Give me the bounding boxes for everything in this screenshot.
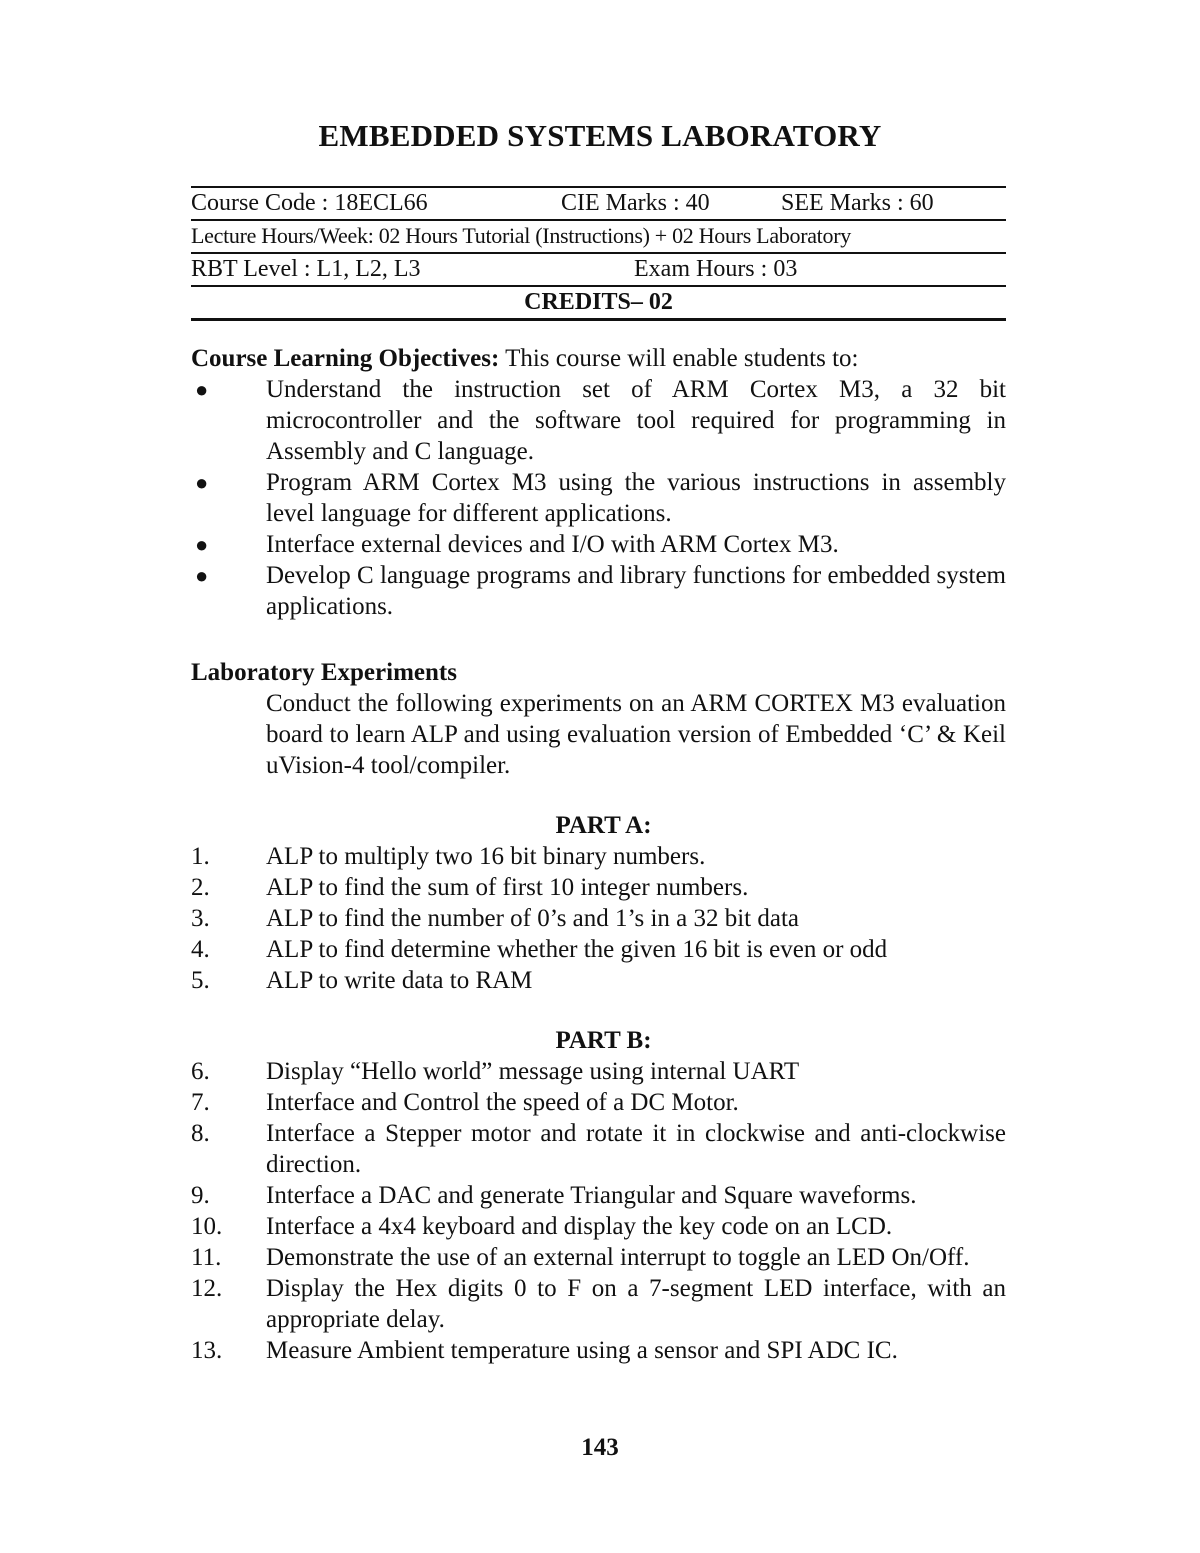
lab-heading: Laboratory Experiments bbox=[191, 659, 457, 686]
list-item: ● Understand the instruction set of ARM Cortex M3, a 32 bit microcontroller and the software tool required for programming in Assembly and C language. bbox=[195, 376, 1006, 465]
bullet-icon: ● bbox=[195, 532, 209, 557]
item-number: 9. bbox=[191, 1182, 210, 1209]
item-number: 11. bbox=[191, 1244, 222, 1271]
objectives-heading-line bbox=[191, 343, 1006, 374]
part-b-list bbox=[191, 1056, 1006, 1366]
item-number: 6. bbox=[191, 1058, 210, 1085]
item-number: 12. bbox=[191, 1275, 223, 1302]
list-item bbox=[191, 1335, 1006, 1366]
list-item bbox=[191, 1180, 1006, 1211]
list-item bbox=[191, 1056, 1006, 1087]
exam-hours: Exam Hours : 03 bbox=[634, 256, 798, 282]
list-item bbox=[191, 965, 1006, 996]
list-item bbox=[191, 841, 1006, 872]
bullet-icon: ● bbox=[195, 377, 209, 402]
part-a-list bbox=[191, 841, 1006, 996]
info-row-credits bbox=[191, 285, 1006, 321]
course-objectives bbox=[191, 343, 1006, 622]
list-item: ● Program ARM Cortex M3 using the various instructions in assembly level language for different applications. bbox=[195, 469, 1006, 527]
info-row-hours bbox=[191, 219, 1006, 252]
lab-intro: Conduct the following experiments on an ARM CORTEX M3 evaluation board to learn ALP and using evaluation version of Embedded ‘C’ & Keil uVision-4 tool/compiler. bbox=[266, 690, 1006, 779]
part-a-heading: PART A: bbox=[555, 812, 652, 839]
objectives-list bbox=[191, 374, 1006, 622]
bullet-icon: ● bbox=[195, 563, 209, 588]
item-text: ALP to find the sum of first 10 integer numbers. bbox=[266, 874, 749, 901]
lecture-hours: Lecture Hours/Week: 02 Hours Tutorial (Instructions) + 02 Hours Laboratory bbox=[191, 223, 851, 248]
item-number: 13. bbox=[191, 1337, 223, 1364]
list-item bbox=[191, 1087, 1006, 1118]
list-item bbox=[191, 903, 1006, 934]
item-number: 1. bbox=[191, 843, 210, 870]
page-number: 143 bbox=[581, 1434, 619, 1461]
item-text: Interface a Stepper motor and rotate it in clockwise and anti-clockwise direction. bbox=[266, 1120, 1006, 1178]
item-text: Display “Hello world” message using internal UART bbox=[266, 1058, 800, 1085]
item-text: Display the Hex digits 0 to F on a 7-segment LED interface, with an appropriate delay. bbox=[266, 1275, 1006, 1333]
item-text: Interface a 4x4 keyboard and display the key code on an LCD. bbox=[266, 1213, 893, 1240]
item-text: ALP to find determine whether the given 16 bit is even or odd bbox=[266, 936, 888, 963]
part-b-heading: PART B: bbox=[555, 1027, 652, 1054]
item-number: 7. bbox=[191, 1089, 210, 1116]
item-number: 4. bbox=[191, 936, 210, 963]
item-number: 2. bbox=[191, 874, 210, 901]
item-text: Demonstrate the use of an external interrupt to toggle an LED On/Off. bbox=[266, 1244, 970, 1271]
item-number: 5. bbox=[191, 967, 210, 994]
item-number: 3. bbox=[191, 905, 210, 932]
item-text: ALP to multiply two 16 bit binary numbers. bbox=[266, 843, 706, 870]
cie-marks: CIE Marks : 40 bbox=[561, 190, 710, 216]
laboratory-experiments bbox=[191, 657, 1006, 1366]
list-item bbox=[191, 1118, 1006, 1180]
see-marks: SEE Marks : 60 bbox=[781, 190, 934, 216]
credits: CREDITS– 02 bbox=[524, 289, 673, 315]
course-info-table bbox=[191, 186, 1006, 321]
item-text: ALP to write data to RAM bbox=[266, 967, 533, 994]
info-row-marks bbox=[191, 186, 1006, 219]
rbt-level: RBT Level : L1, L2, L3 bbox=[191, 256, 421, 282]
list-item: ● Interface external devices and I/O with ARM Cortex M3. bbox=[195, 531, 839, 558]
objectives-intro: This course will enable students to: bbox=[499, 345, 859, 372]
objectives-heading: Course Learning Objectives: bbox=[191, 345, 500, 372]
info-row-rbt bbox=[191, 252, 1006, 285]
course-code: Course Code : 18ECL66 bbox=[191, 190, 428, 216]
item-number: 8. bbox=[191, 1120, 210, 1147]
item-text: ALP to find the number of 0’s and 1’s in a 32 bit data bbox=[266, 905, 800, 932]
bullet-icon: ● bbox=[195, 470, 209, 495]
list-item bbox=[191, 934, 1006, 965]
item-text: Measure Ambient temperature using a sensor and SPI ADC IC. bbox=[266, 1337, 898, 1364]
list-item: ● Develop C language programs and library functions for embedded system applications. bbox=[195, 562, 1006, 620]
list-item bbox=[191, 1273, 1006, 1335]
list-item bbox=[191, 1211, 1006, 1242]
list-item bbox=[191, 872, 1006, 903]
item-number: 10. bbox=[191, 1213, 223, 1240]
list-item bbox=[191, 1242, 1006, 1273]
item-text: Interface a DAC and generate Triangular and Square waveforms. bbox=[266, 1182, 917, 1209]
page-title: EMBEDDED SYSTEMS LABORATORY bbox=[318, 118, 882, 153]
item-text: Interface and Control the speed of a DC Motor. bbox=[266, 1089, 739, 1116]
